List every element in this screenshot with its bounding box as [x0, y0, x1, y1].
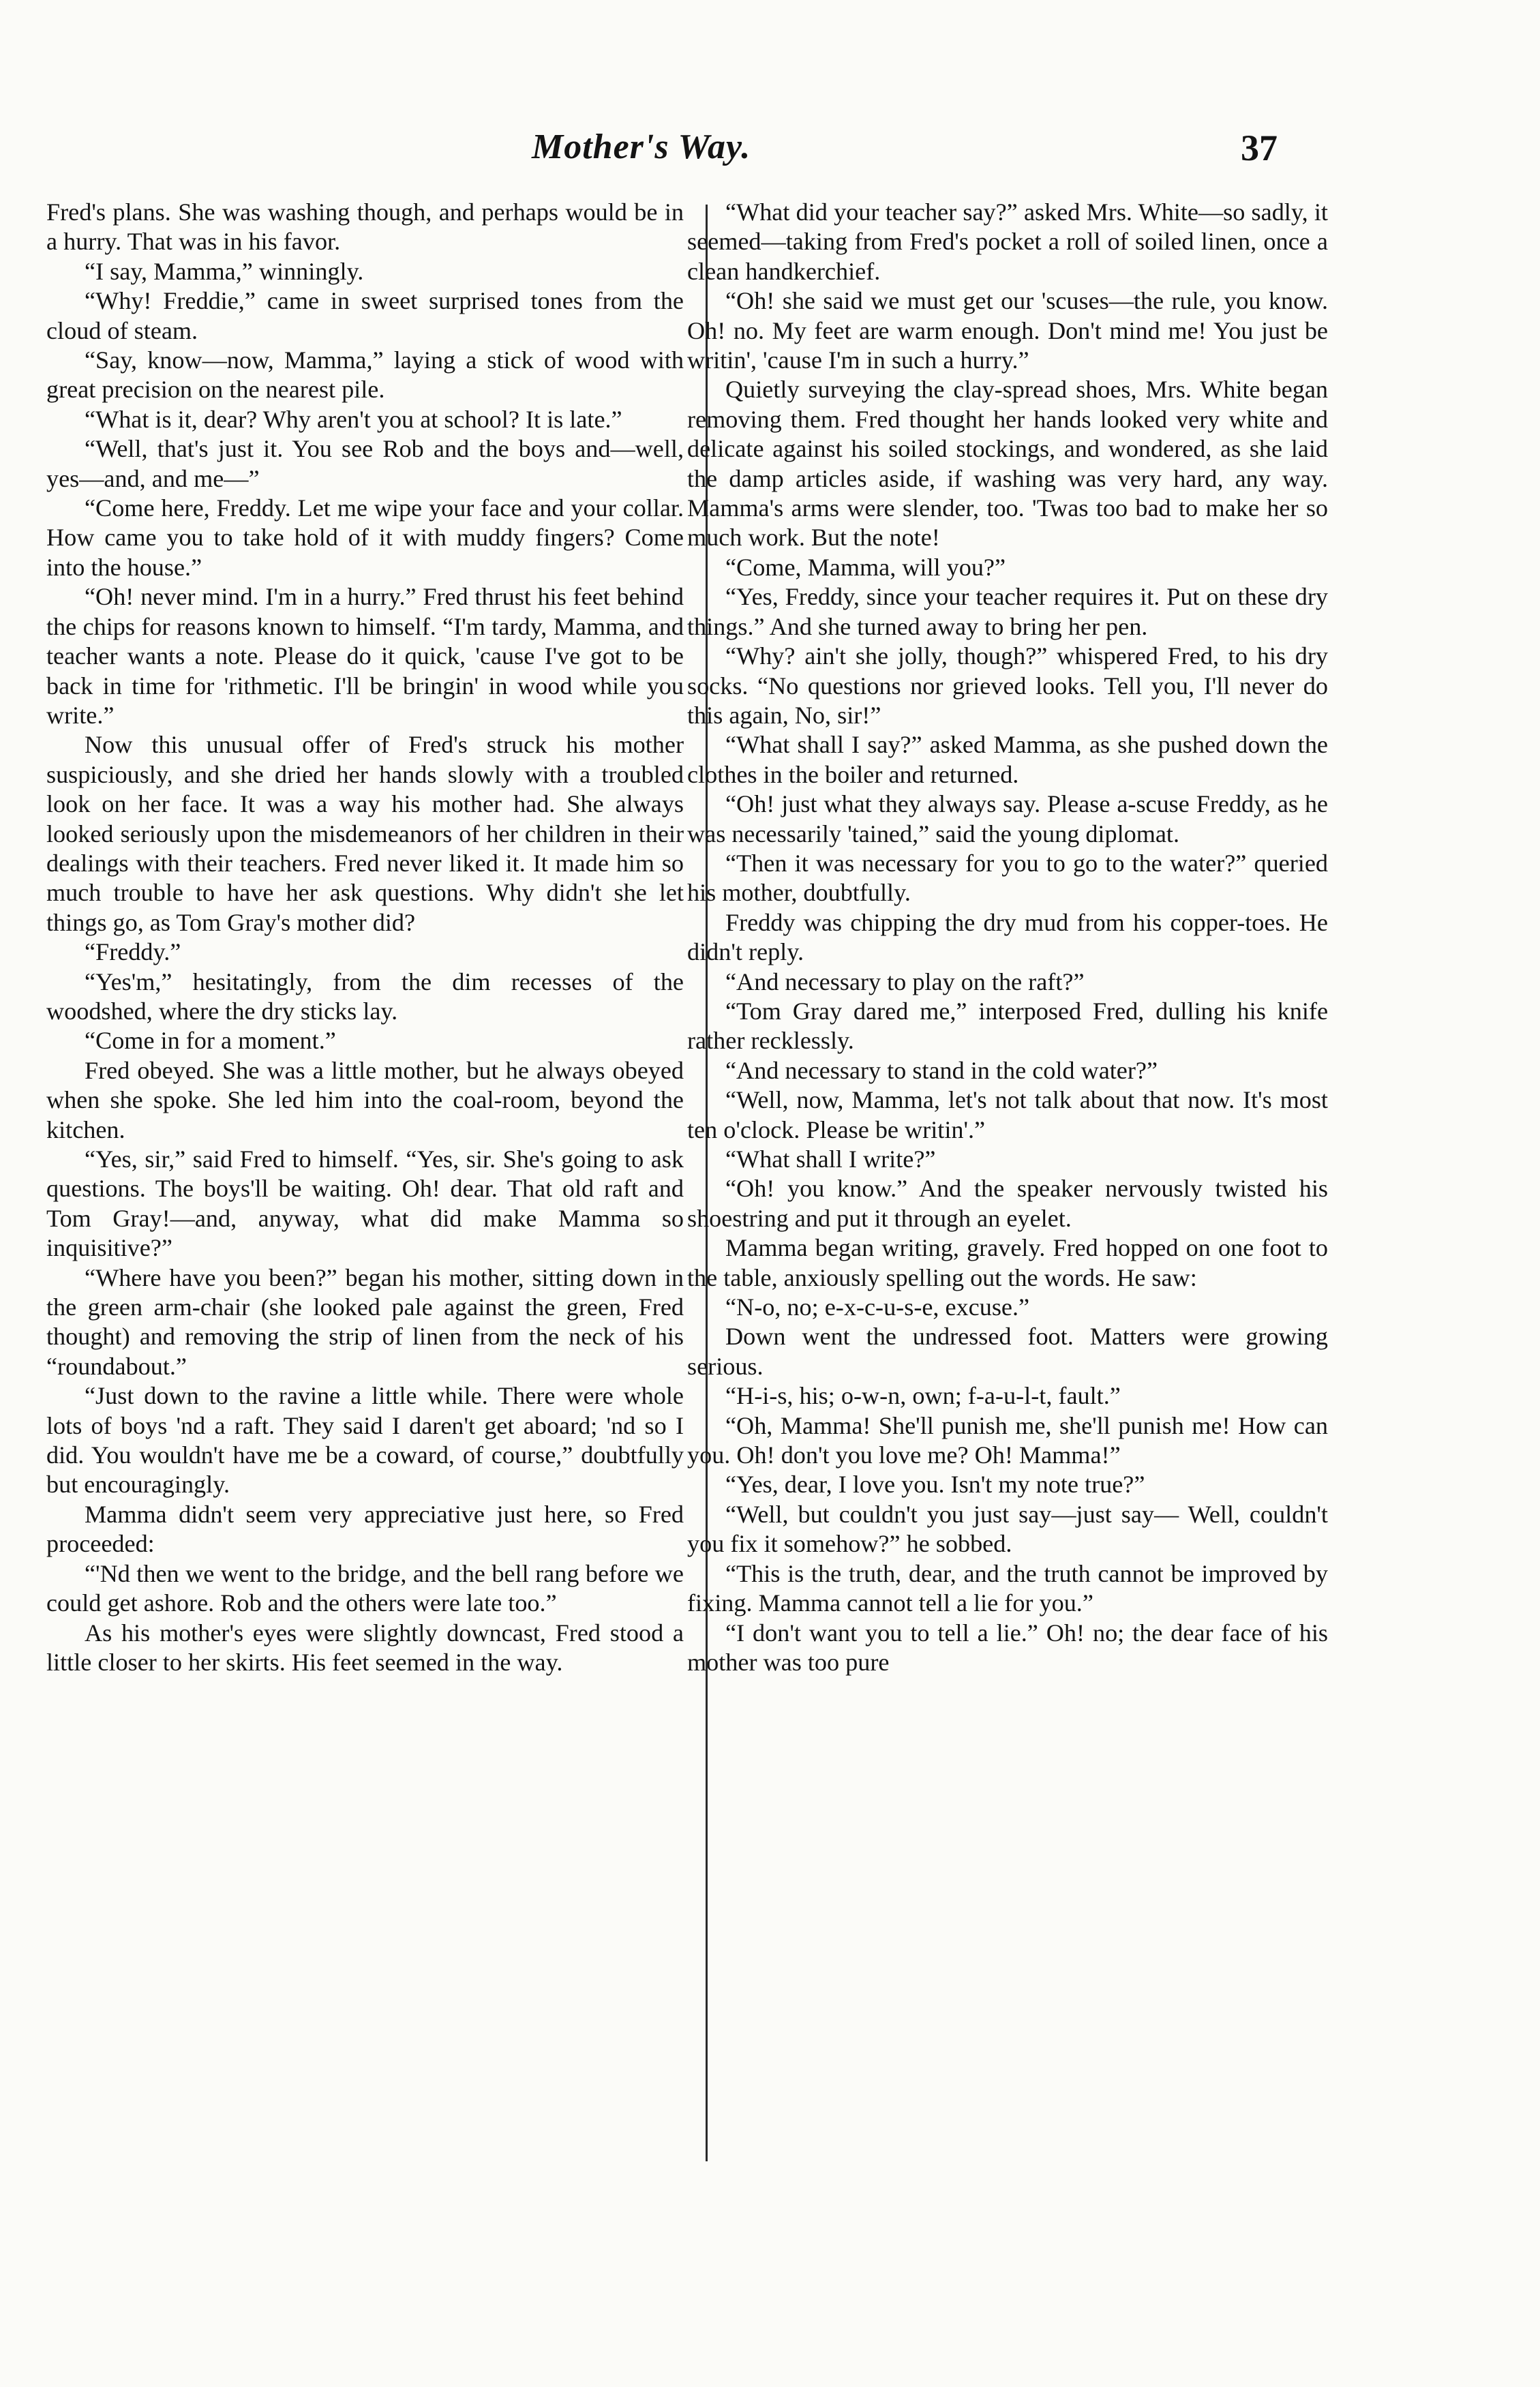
paragraph: “Yes, dear, I love you. Isn't my note true?” [725, 1471, 1145, 1499]
paragraph: “H-i-s, his; o-w-n, own; f-a-u-l-t, fault.” [725, 1382, 1121, 1410]
paragraph: As his mother's eyes were slightly downcast, Fred stood a little closer to her skirts. His feet seemed in the way. [46, 1619, 684, 1676]
paragraph: “What is it, dear? Why aren't you at school? It is late.” [85, 405, 622, 433]
paragraph: “Come here, Freddy. Let me wipe your face and your collar. How came you to take hold of it with muddy fingers? Come into the house.” [46, 494, 684, 581]
paragraph: Freddy was chipping the dry mud from his copper-toes. He didn't reply. [687, 908, 1328, 966]
paragraph: Down went the undressed foot. Matters were growing serious. [687, 1323, 1328, 1380]
paragraph: “And necessary to stand in the cold water?” [725, 1056, 1158, 1084]
paragraph: Now this unusual offer of Fred's struck his mother suspiciously, and she dried her hands slowly with a troubled look on her face. It was a way his mother had. She always looked seriously upon the misdemeanors of her children in their dealings with their teachers. Fred never liked it. It made him so much trouble to have her ask questions. Why didn't she let things go, as Tom Gray's mother did? [46, 731, 684, 936]
paragraph: “What did your teacher say?” asked Mrs. White—so sadly, it seemed—taking from Fred's pocket a roll of soiled linen, once a clean handkerchief. [687, 198, 1328, 285]
paragraph: Fred obeyed. She was a little mother, but he always obeyed when she spoke. She led him into the coal-room, beyond the kitchen. [46, 1056, 684, 1143]
paragraph: “N-o, no; e-x-c-u-s-e, excuse.” [725, 1293, 1030, 1321]
paragraph: “Yes, Freddy, since your teacher requires it. Put on these dry things.” And she turned away to bring her pen. [687, 583, 1328, 640]
paragraph: “Well, now, Mamma, let's not talk about that now. It's most ten o'clock. Please be writin'.” [687, 1086, 1328, 1143]
paragraph: “What shall I say?” asked Mamma, as she pushed down the clothes in the boiler and returned. [687, 731, 1328, 788]
paragraph: “What shall I write?” [725, 1145, 936, 1173]
paragraph: “This is the truth, dear, and the truth cannot be improved by fixing. Mamma cannot tell a lie for you.” [687, 1559, 1328, 1617]
running-head [0, 120, 1540, 175]
paragraph: “Where have you been?” began his mother, sitting down in the green arm-chair (she looked pale against the green, Fred thought) and removing the strip of linen from the neck of his “roundabout.” [46, 1263, 684, 1380]
paragraph: “And necessary to play on the raft?” [725, 967, 1085, 995]
paragraph: “Why? ain't she jolly, though?” whispered Fred, to his dry socks. “No questions nor grieved looks. Tell you, I'll never do this again, No, sir!” [687, 642, 1328, 729]
paragraph: “Oh! never mind. I'm in a hurry.” Fred thrust his feet behind the chips for reasons known to himself. “I'm tardy, Mamma, and teacher wants a note. Please do it quick, 'cause I've got to be back in time for 'rithmetic. I'll be bringin' in wood while you write.” [46, 583, 684, 729]
paragraph: “Well, but couldn't you just say—just say— Well, couldn't you fix it somehow?” he sobbed. [687, 1500, 1328, 1558]
paragraph: Quietly surveying the clay-spread shoes, Mrs. White began removing them. Fred thought her hands looked very white and delicate against his soiled stockings, and wondered, as she laid the damp articles aside, if washing was very hard, any way. Mamma's arms were slender, too. 'Twas too bad to make her so much work. But the note! [687, 376, 1328, 552]
paragraph: “Oh, Mamma! She'll punish me, she'll punish me! How can you. Oh! don't you love me? Oh! Mamma!” [687, 1411, 1328, 1469]
page-number: 37 [1241, 127, 1278, 168]
left-column [46, 198, 684, 1677]
paragraph: “Why! Freddie,” came in sweet surprised tones from the cloud of steam. [46, 287, 684, 344]
paragraph: “Oh! she said we must get our 'scuses—the rule, you know. Oh! no. My feet are warm enough. Don't mind me! You just be writin', 'cause I'm in such a hurry.” [687, 287, 1328, 374]
paragraph: “Then it was necessary for you to go to the water?” queried his mother, doubtfully. [687, 849, 1328, 907]
paragraph: “I say, Mamma,” winningly. [85, 257, 364, 285]
paragraph: Fred's plans. She was washing though, and perhaps would be in a hurry. That was in his favor. [46, 198, 684, 256]
paragraph: “Oh! you know.” And the speaker nervously twisted his shoestring and put it through an eyelet. [687, 1175, 1328, 1232]
paragraph: “Just down to the ravine a little while. There were whole lots of boys 'nd a raft. They said I daren't get aboard; 'nd so I did. You wouldn't have me be a coward, of course,” doubtfully but encouragingly. [46, 1382, 684, 1499]
running-title: Mother's Way. [532, 127, 751, 166]
paragraph: “Come in for a moment.” [85, 1027, 336, 1055]
paragraph: “Yes, sir,” said Fred to himself. “Yes, sir. She's going to ask questions. The boys'll be waiting. Oh! dear. That old raft and Tom Gray!—and, anyway, what did make Mamma so inquisitive?” [46, 1145, 684, 1262]
paragraph: “Say, know—now, Mamma,” laying a stick of wood with great precision on the nearest pile. [46, 346, 684, 404]
paragraph: “Oh! just what they always say. Please a-scuse Freddy, as he was necessarily 'tained,” said the young diplomat. [687, 790, 1328, 847]
right-column [687, 198, 1328, 1677]
paragraph: “Well, that's just it. You see Rob and the boys and—well, yes—and, and me—” [46, 435, 684, 492]
paragraph: “Yes'm,” hesitatingly, from the dim recesses of the woodshed, where the dry sticks lay. [46, 967, 684, 1025]
paragraph: Mamma began writing, gravely. Fred hopped on one foot to the table, anxiously spelling out the words. He saw: [687, 1234, 1328, 1291]
paragraph: “I don't want you to tell a lie.” Oh! no; the dear face of his mother was too pure [687, 1619, 1328, 1676]
paragraph: Mamma didn't seem very appreciative just here, so Fred proceeded: [46, 1500, 684, 1558]
paragraph: “'Nd then we went to the bridge, and the bell rang before we could get ashore. Rob and the others were late too.” [46, 1559, 684, 1617]
paragraph: “Tom Gray dared me,” interposed Fred, dulling his knife rather recklessly. [687, 997, 1328, 1055]
paragraph: “Freddy.” [85, 938, 181, 966]
paragraph: “Come, Mamma, will you?” [725, 553, 1006, 581]
